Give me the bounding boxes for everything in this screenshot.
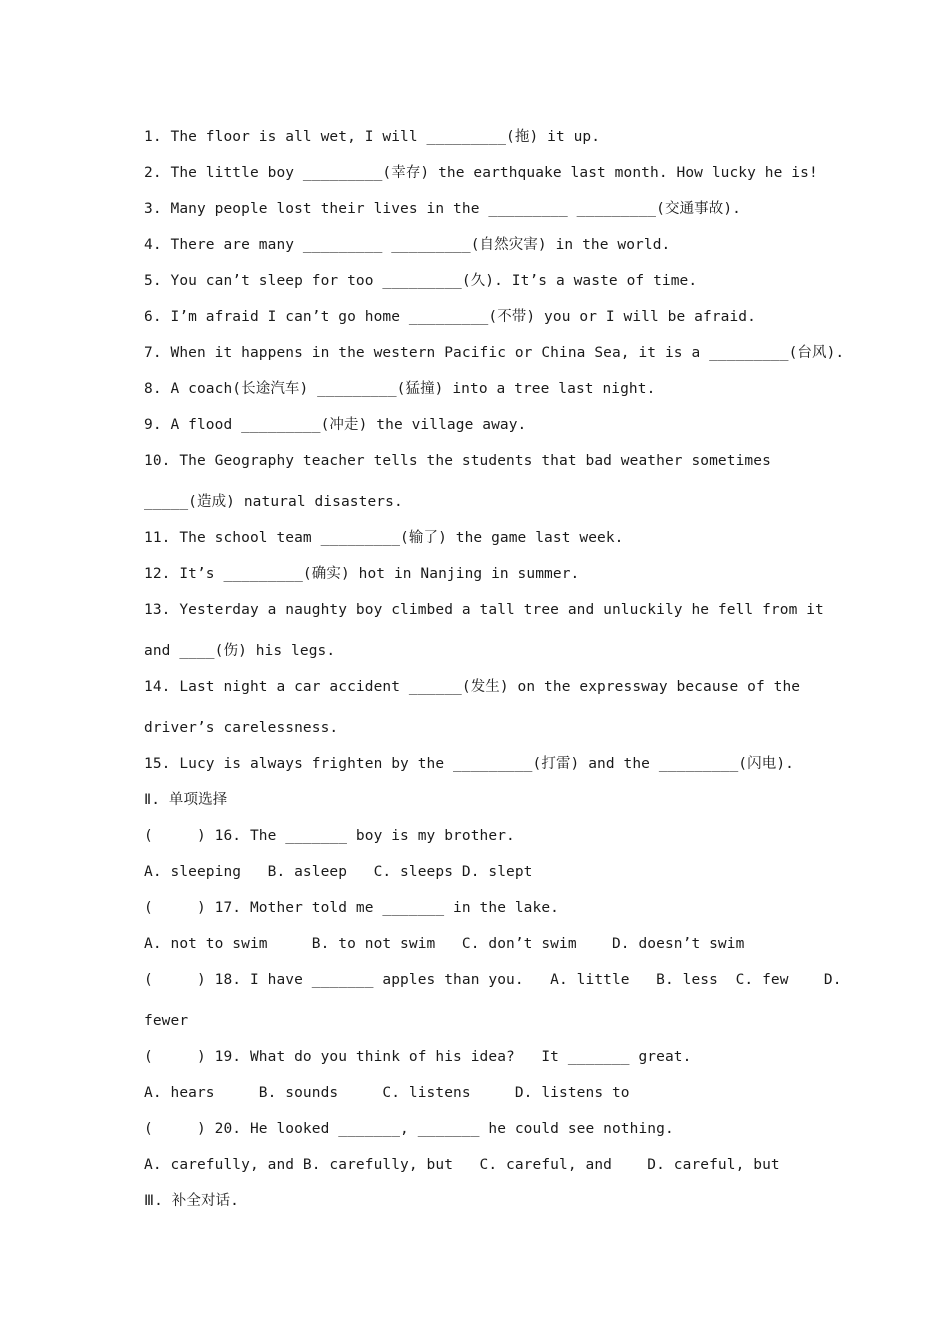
question-14-line-1: 14. Last night a car accident ______(发生) on the expressway because of the <box>144 679 801 695</box>
question-16: ( ) 16. The _______ boy is my brother. <box>144 828 515 844</box>
section-2-heading: Ⅱ. 单项选择 <box>144 792 228 808</box>
question-11: 11. The school team _________(输了) the game last week. <box>144 530 624 546</box>
question-9: 9. A flood _________(冲走) the village away. <box>144 417 527 433</box>
question-1: 1. The floor is all wet, I will _________(拖) it up. <box>144 129 601 145</box>
question-8: 8. A coach(长途汽车) _________(猛撞) into a tree last night. <box>144 381 656 397</box>
question-10-line-1: 10. The Geography teacher tells the students that bad weather sometimes <box>144 453 771 469</box>
question-20: ( ) 20. He looked _______, _______ he could see nothing. <box>144 1121 674 1137</box>
question-12: 12. It’s _________(确实) hot in Nanjing in summer. <box>144 566 580 582</box>
question-17: ( ) 17. Mother told me _______ in the lake. <box>144 900 559 916</box>
question-18-line-2: fewer <box>144 1013 189 1029</box>
question-20-options: A. carefully, and B. carefully, but C. careful, and D. careful, but <box>144 1157 780 1173</box>
question-14-line-2: driver’s carelessness. <box>144 720 339 736</box>
question-10-line-2: _____(造成) natural disasters. <box>144 494 403 510</box>
section-3-heading: Ⅲ. 补全对话. <box>144 1193 239 1209</box>
question-13-line-1: 13. Yesterday a naughty boy climbed a tall tree and unluckily he fell from it <box>144 602 824 618</box>
question-15: 15. Lucy is always frighten by the _________(打雷) and the _________(闪电). <box>144 756 794 772</box>
question-18-line-1: ( ) 18. I have _______ apples than you. A. little B. less C. few D. <box>144 972 842 988</box>
question-19: ( ) 19. What do you think of his idea? It _______ great. <box>144 1049 692 1065</box>
question-4: 4. There are many _________ _________(自然灾害) in the world. <box>144 237 671 253</box>
question-19-options: A. hears B. sounds C. listens D. listens to <box>144 1085 630 1101</box>
question-5: 5. You can’t sleep for too _________(久). It’s a waste of time. <box>144 273 698 289</box>
question-13-line-2: and ____(伤) his legs. <box>144 643 336 659</box>
question-6: 6. I’m afraid I can’t go home _________(不带) you or I will be afraid. <box>144 309 756 325</box>
question-17-options: A. not to swim B. to not swim C. don’t swim D. doesn’t swim <box>144 936 745 952</box>
question-2: 2. The little boy _________(幸存) the earthquake last month. How lucky he is! <box>144 165 818 181</box>
question-3: 3. Many people lost their lives in the _________ _________(交通事故). <box>144 201 742 217</box>
question-7: 7. When it happens in the western Pacific or China Sea, it is a _________(台风). <box>144 345 845 361</box>
question-16-options: A. sleeping B. asleep C. sleeps D. slept <box>144 864 533 880</box>
